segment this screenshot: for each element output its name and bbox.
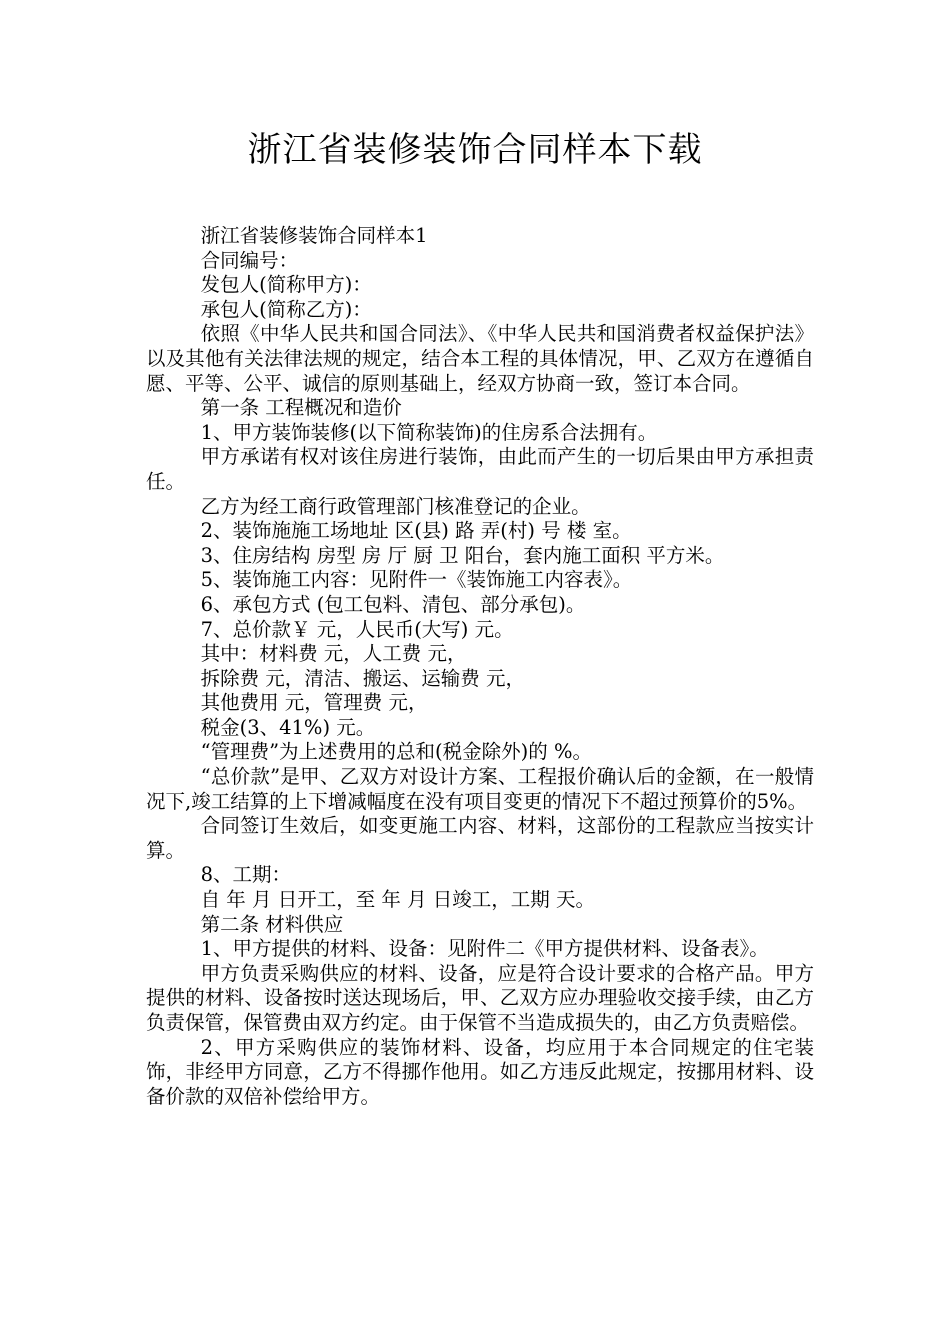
paragraph-item-2-address: 2、装饰施施工场地址 区(县) 路 弄(村) 号 楼 室。 xyxy=(200,519,632,543)
paragraph-item-7-total-price: 7、总价款￥ 元，人民币(大写) 元。 xyxy=(200,617,514,641)
paragraph-materials-item-1: 1、甲方提供的材料、设备：见附件二《甲方提供材料、设备表》。 xyxy=(200,937,769,961)
paragraph-party-b: 承包人(简称乙方)： xyxy=(200,297,372,321)
paragraph-item-3-structure: 3、住房结构 房型 房 厅 厨 卫 阳台，套内施工面积 平方米。 xyxy=(200,543,725,567)
paragraph-party-a: 发包人(简称甲方)： xyxy=(200,273,372,297)
paragraph-cost-other: 其他费用 元，管理费 元， xyxy=(200,691,428,715)
paragraph-cost-tax: 税金(3、41%) 元。 xyxy=(200,715,376,739)
paragraph-item-6-contract-type: 6、承包方式 (包工包料、清包、部分承包)。 xyxy=(200,592,586,616)
paragraph-preamble: 依照《中华人民共和国合同法》、《中华人民共和国消费者权益保护法》以及其他有关法律法规的规定，结合本工程的具体情况，甲、乙双方在遵循自愿、平等、公平、诚信的原则基础上，经双方协商一致，签订本合同。 xyxy=(146,322,814,395)
paragraph-schedule-dates: 自 年 月 日开工，至 年 月 日竣工，工期 天。 xyxy=(200,888,595,912)
paragraph-materials-item-2: 2、甲方采购供应的装饰材料、设备，均应用于本合同规定的住宅装饰，非经甲方同意，乙方不得挪作他用。如乙方违反此规定，按挪用材料、设备价款的双倍补偿给甲方。 xyxy=(146,1035,814,1108)
paragraph-management-fee: “管理费”为上述费用的总和(税金除外)的 %。 xyxy=(200,740,592,764)
paragraph-party-a-commitment: 甲方承诺有权对该住房进行装饰，由此而产生的一切后果由甲方承担责任。 xyxy=(146,445,814,493)
paragraph-cost-demolition: 拆除费 元，清洁、搬运、运输费 元， xyxy=(200,666,525,690)
article-1-heading: 第一条 工程概况和造价 xyxy=(200,396,402,420)
paragraph-item-5-content: 5、装饰施工内容：见附件一《装饰施工内容表》。 xyxy=(200,568,633,592)
article-2-heading: 第二条 材料供应 xyxy=(200,912,344,936)
paragraph-cost-materials-labor: 其中：材料费 元，人工费 元， xyxy=(200,642,467,666)
document-title: 浙江省装修装饰合同样本下载 xyxy=(247,130,703,170)
paragraph-contract-changes: 合同签订生效后，如变更施工内容、材料，这部份的工程款应当按实计算。 xyxy=(146,814,814,862)
paragraph-item-8-schedule: 8、工期： xyxy=(200,863,292,887)
paragraph-total-price-definition: “总价款”是甲、乙双方对设计方案、工程报价确认后的金额，在一般情况下,竣工结算的上下增减幅度在没有项目变更的情况下不超过预算价的5%。 xyxy=(146,765,814,813)
paragraph-sample-heading: 浙江省装修装饰合同样本1 xyxy=(200,224,428,247)
paragraph-item-1: 1、甲方装饰装修(以下简称装饰)的住房系合法拥有。 xyxy=(200,420,658,444)
paragraph-materials-procurement: 甲方负责采购供应的材料、设备，应是符合设计要求的合格产品。甲方提供的材料、设备按时送达现场后，甲、乙双方应办理验收交接手续，由乙方负责保管，保管费由双方约定。由于保管不当造成损失的，由乙方负责赔偿。 xyxy=(146,961,814,1034)
paragraph-contract-number: 合同编号： xyxy=(200,248,299,272)
paragraph-party-b-registration: 乙方为经工商行政管理部门核准登记的企业。 xyxy=(200,494,591,518)
document-body xyxy=(146,224,814,1109)
